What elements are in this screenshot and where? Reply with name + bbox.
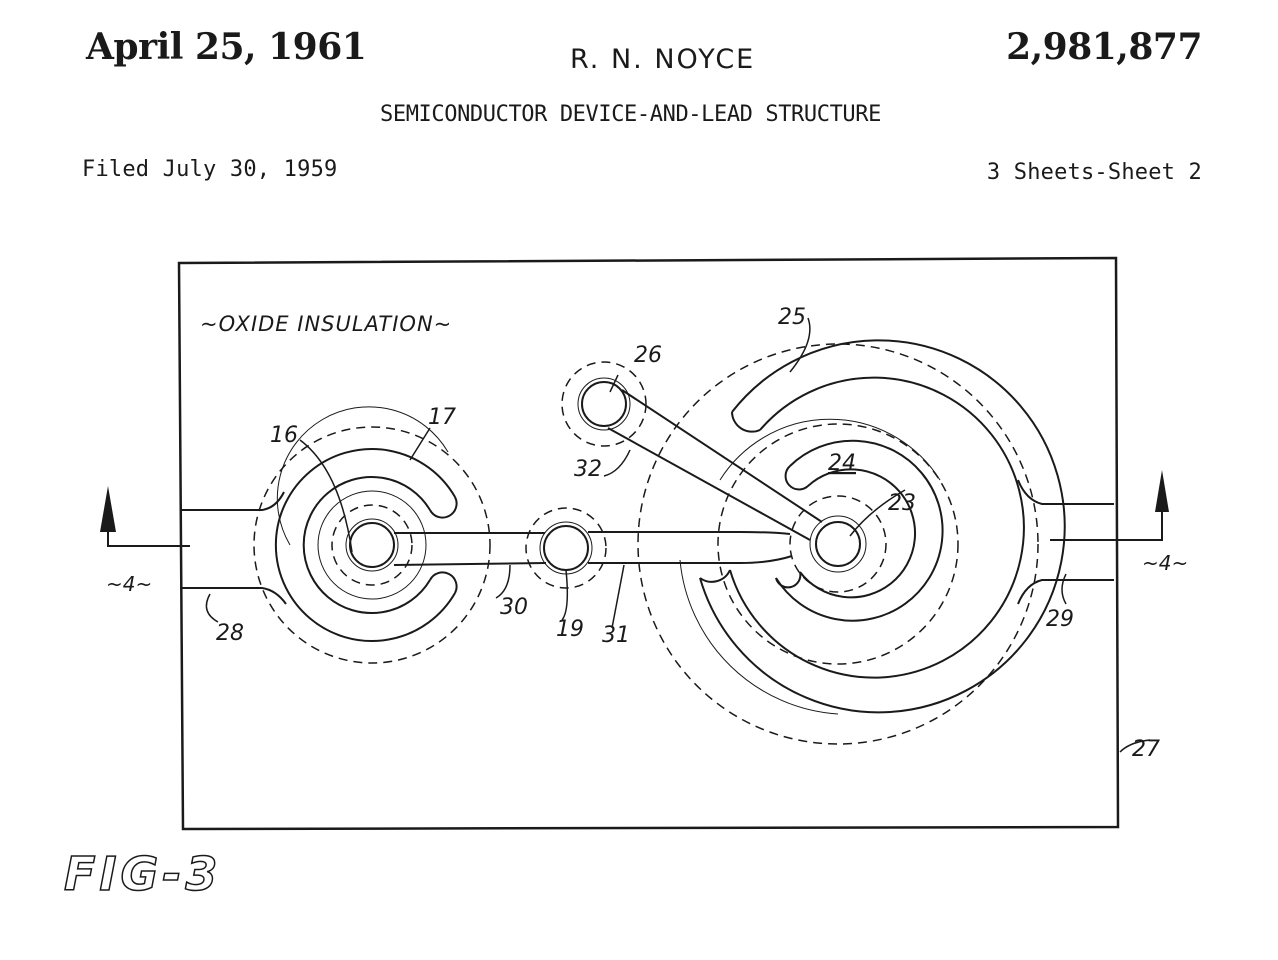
contact-ring-25 [700,340,1065,712]
numeral-31: 31 [602,623,630,648]
oxide-insulation-label: ~OXIDE INSULATION~ [200,312,453,336]
figure-caption: FIG-3 [64,847,222,901]
filing-date: Filed July 30, 1959 [82,157,338,182]
contact-26 [582,382,626,426]
section-mark-left: ~4~ [106,572,153,596]
contact-19 [544,526,588,570]
section-mark-right: ~4~ [1142,551,1189,575]
numeral-25: 25 [778,305,806,330]
numeral-26: 26 [634,343,662,368]
numeral-28: 28 [216,621,244,646]
contact-ring-24 [776,441,943,621]
diffusion-boundary-26 [562,362,646,446]
contact-23 [816,522,860,566]
sheet-count: 3 Sheets-Sheet 2 [986,160,1202,185]
lead-28 [180,492,286,604]
lead-29 [1018,480,1114,604]
diffusion-boundary-16 [332,505,412,585]
contact-16 [350,523,394,567]
numeral-27: 27 [1132,737,1160,762]
numeral-16: 16 [270,423,298,448]
numeral-19: 19 [556,617,584,642]
interconnect-30-31 [394,532,740,565]
patent-date: April 25, 1961 [86,26,367,68]
numeral-32: 32 [574,457,602,482]
numeral-23: 23 [888,491,916,516]
section-arrow-left [108,500,190,546]
patent-title: SEMICONDUCTOR DEVICE-AND-LEAD STRUCTURE [380,102,881,127]
inventor-name: R. N. NOYCE [570,44,756,75]
patent-number: 2,981,877 [1006,26,1202,68]
diffusion-boundary-17 [254,427,490,663]
numeral-24: 24 [828,451,856,476]
numeral-30: 30 [500,595,528,620]
numeral-17: 17 [428,405,456,430]
numeral-29: 29 [1046,607,1074,632]
